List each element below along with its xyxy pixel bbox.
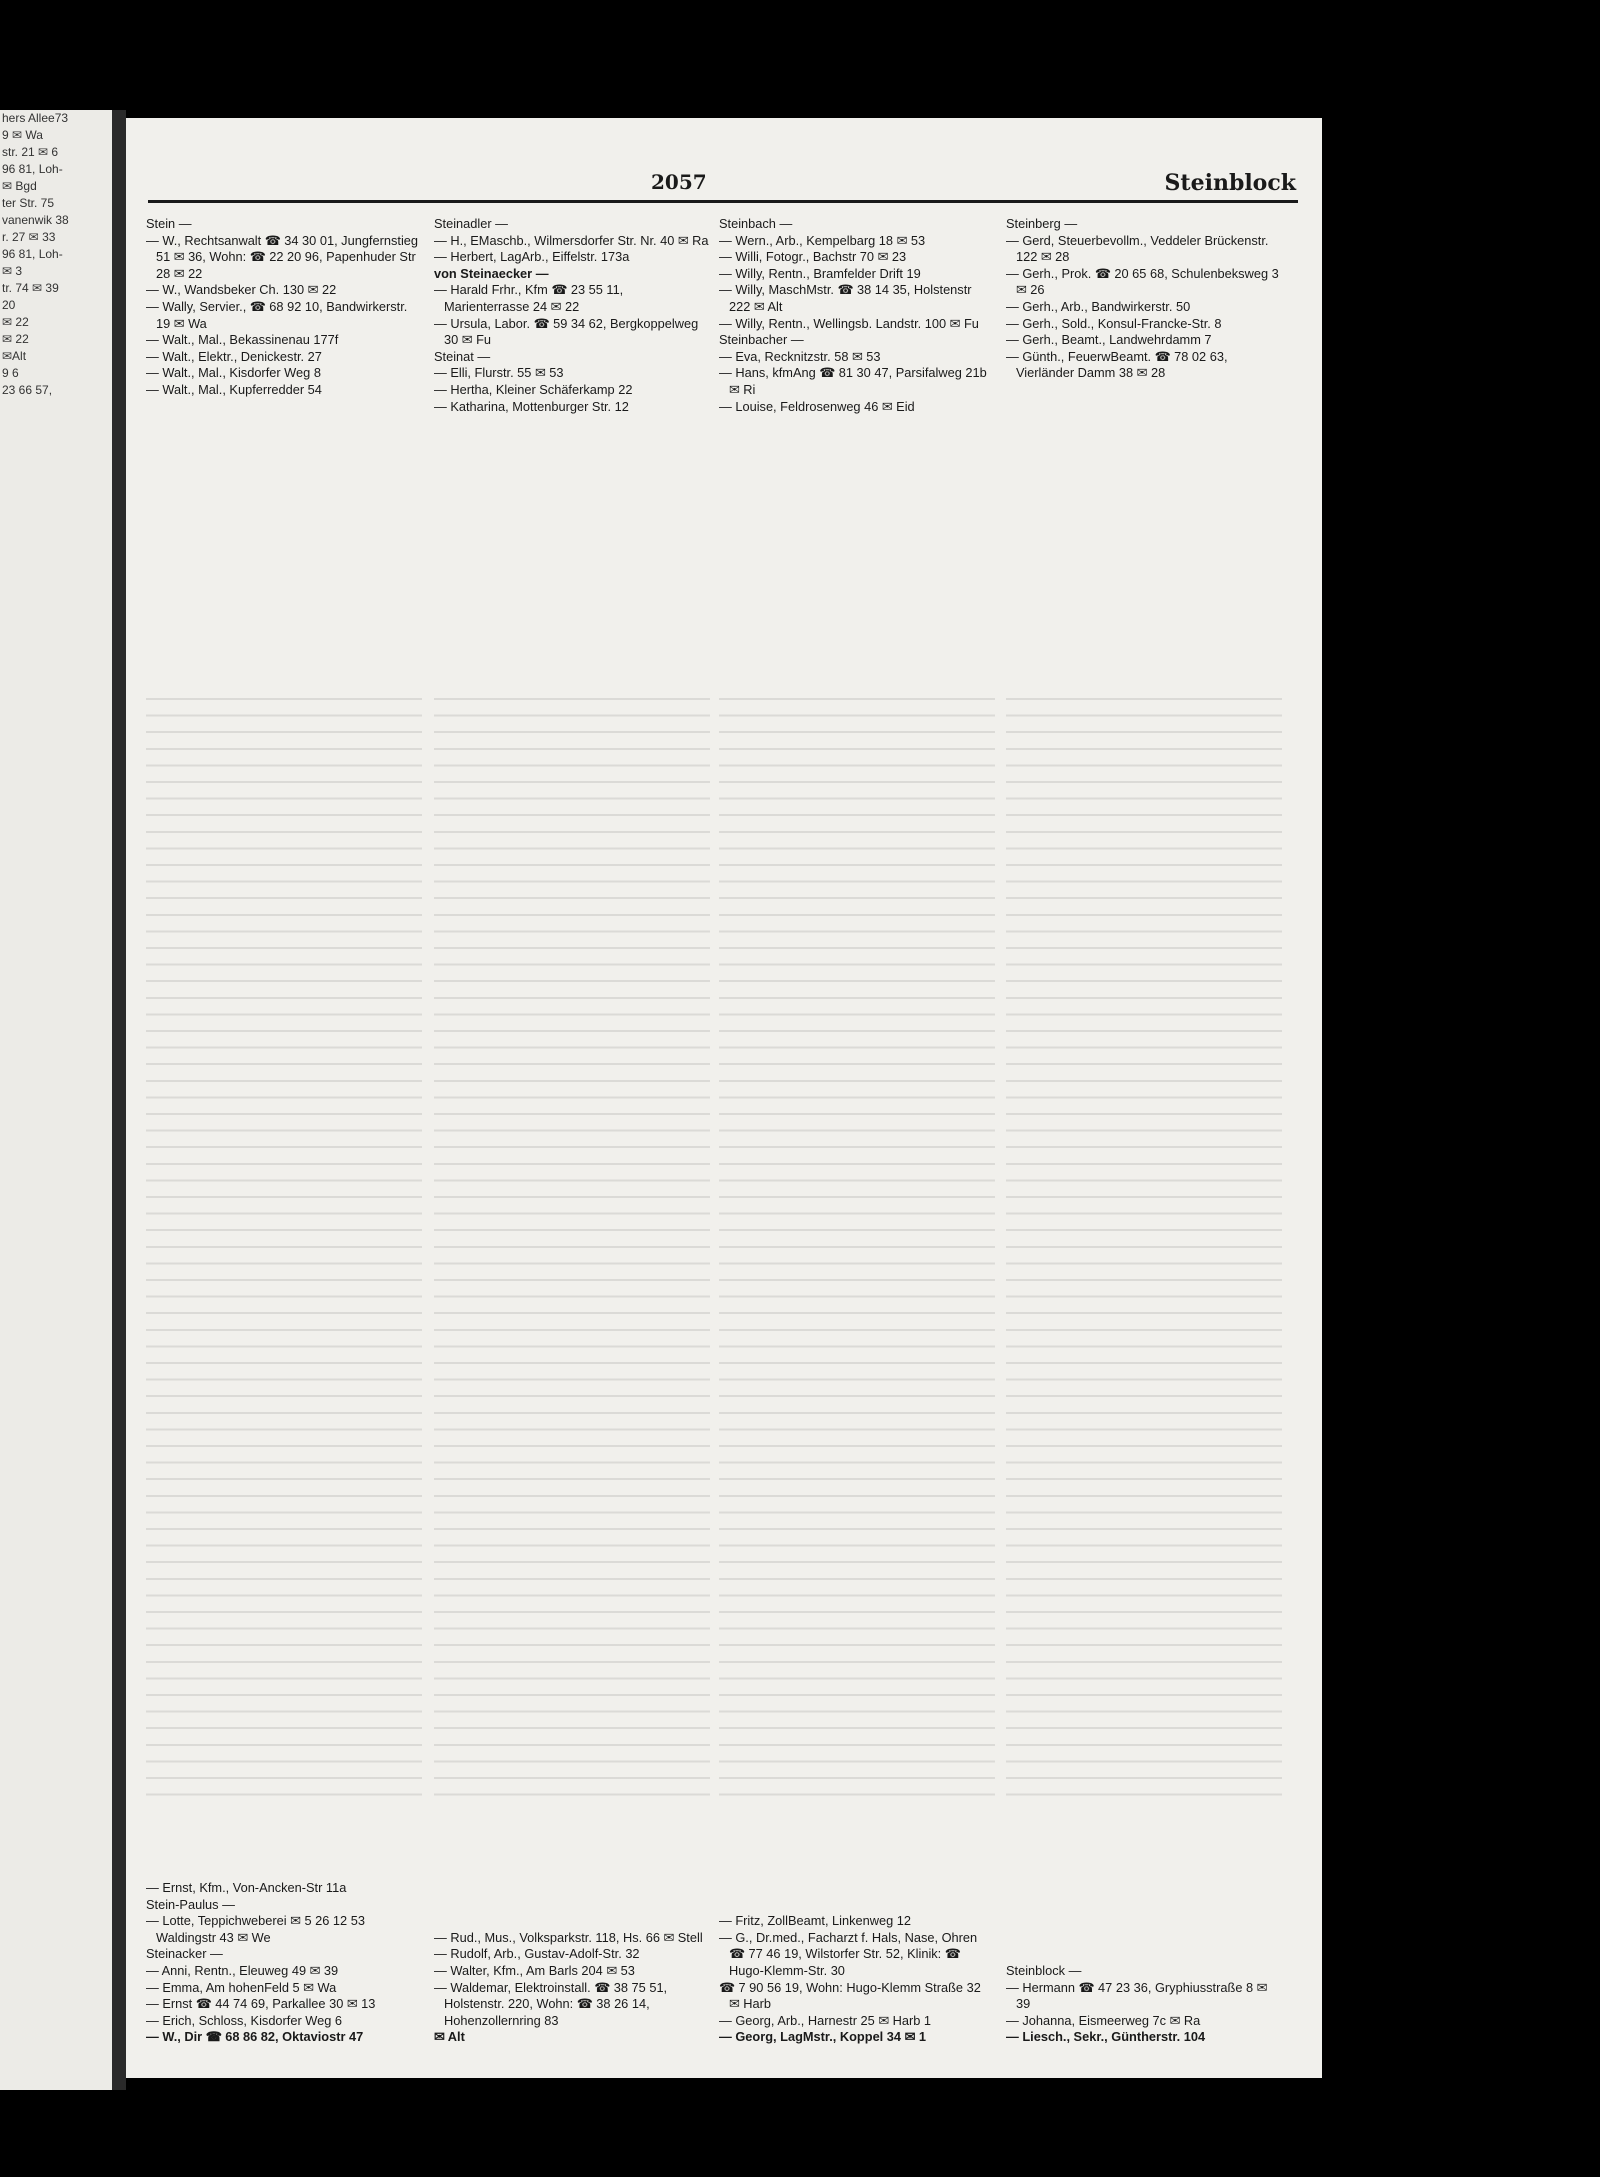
directory-entry: — Lotte, Teppichweberei ✉ 5 26 12 53 Waldingstr 43 ✉ We (146, 1913, 365, 1945)
dense-listing-block (146, 686, 422, 1796)
dense-listing-block (1006, 686, 1282, 1796)
directory-entry: — Ursula, Labor. ☎ 59 34 62, Bergkoppelweg 30 ✉ Fu (434, 315, 699, 348)
previous-page-line: vanenwik 38 (2, 213, 69, 227)
directory-entry: — Walter, Kfm., Am Barls 204 ✉ 53 (434, 1963, 635, 1979)
directory-entry: — Gerh., Sold., Konsul-Francke-Str. 8 (1006, 315, 1222, 331)
directory-entry: — Hans, kfmAng ☎ 81 30 47, Parsifalweg 21b ✉ Ri (719, 365, 987, 397)
directory-entry: — Willy, Rentn., Wellingsb. Landstr. 100 ✉ Fu (719, 315, 979, 331)
column-bottom-entries (146, 1880, 422, 2046)
directory-entry: — Georg, LagMstr., Koppel 34 ✉ 1 (719, 2029, 926, 2045)
directory-entry: — Gerh., Arb., Bandwirkerstr. 50 (1006, 298, 1191, 314)
directory-entry: — Elli, Flurstr. 55 ✉ 53 (434, 365, 564, 381)
directory-entry: von Steinaecker — (434, 265, 549, 281)
directory-entry: — G., Dr.med., Facharzt f. Hals, Nase, Ohren ☎ 77 46 19, Wilstorfer Str. 52, Klinik: ☎ Hugo-Klemm-Str. 30 (719, 1929, 978, 1979)
previous-page-line: tr. 74 ✉ 39 (2, 281, 59, 295)
previous-page-line: ter Str. 75 (2, 196, 55, 210)
directory-entry: — Willi, Fotogr., Bachstr 70 ✉ 23 (719, 249, 907, 265)
directory-entry: — Gerh., Prok. ☎ 20 65 68, Schulenbeksweg 3 ✉ 26 (1006, 265, 1279, 298)
column-bottom-entries (434, 1930, 710, 2046)
directory-entry: — Ernst, Kfm., Von-Ancken-Str 11a (146, 1880, 347, 1896)
directory-entry: — Harald Frhr., Kfm ☎ 23 55 11, Marienterrasse 24 ✉ 22 (434, 282, 624, 314)
directory-entry: — Willy, Rentn., Bramfelder Drift 19 (719, 265, 921, 281)
directory-entry: — W., Dir ☎ 68 86 82, Oktaviostr 47 (146, 2029, 364, 2045)
directory-entry: — Eva, Recknitzstr. 58 ✉ 53 (719, 348, 881, 364)
directory-entry: — Herbert, LagArb., Eiffelstr. 173a (434, 249, 630, 265)
directory-entry: — Waldemar, Elektroinstall. ☎ 38 75 51, Holstenstr. 220, Wohn: ☎ 38 26 14, Hohenzollernring 83 (434, 1979, 668, 2028)
directory-entry: — Gerh., Beamt., Landwehrdamm 7 (1006, 332, 1212, 348)
directory-entry: — Erich, Schloss, Kisdorfer Weg 6 (146, 2012, 343, 2028)
directory-entry: — Hermann ☎ 47 23 36, Gryphiusstraße 8 ✉ 39 (1006, 1979, 1268, 2012)
previous-page-line: 96 81, Loh- (2, 162, 63, 176)
column-bottom-entries (1006, 1963, 1282, 2046)
previous-page-line: ✉ 22 (2, 315, 29, 329)
running-head: Steinblock (1164, 170, 1296, 196)
directory-entry: — Walt., Mal., Kupferredder 54 (146, 381, 322, 397)
directory-entry: Stein-Paulus — (146, 1896, 235, 1912)
column-bottom-entries (719, 1913, 995, 2046)
scan-background (1322, 0, 1600, 2177)
directory-entry: ✉ Alt (434, 2029, 465, 2045)
directory-entry: Steinberg — (1006, 216, 1078, 231)
previous-page-line: ✉ Bgd (2, 179, 37, 193)
previous-page-line: ✉ 22 (2, 332, 29, 346)
directory-entry: — H., EMaschb., Wilmersdorfer Str. Nr. 40 ✉ Ra (434, 232, 709, 248)
directory-column (146, 216, 422, 2046)
directory-entry: Steinbach — (719, 216, 793, 231)
directory-entry: Steinat — (434, 348, 491, 364)
directory-entry: — Liesch., Sekr., Güntherstr. 104 (1006, 2029, 1206, 2045)
directory-entry: — Anni, Rentn., Eleuweg 49 ✉ 39 (146, 1963, 339, 1979)
directory-entry: Steinblock — (1006, 1963, 1082, 1979)
previous-page-line: 9 ✉ Wa (2, 128, 43, 142)
previous-page-edge (0, 110, 112, 2090)
directory-entry: — W., Rechtsanwalt ☎ 34 30 01, Jungfernstieg 51 ✉ 36, Wohn: ☎ 22 20 96, Papenhuder Str 28 ✉ 22 (146, 232, 419, 281)
directory-column (434, 216, 710, 2046)
directory-entry: — Hertha, Kleiner Schäferkamp 22 (434, 381, 633, 397)
previous-page-line: str. 21 ✉ 6 (2, 145, 59, 159)
directory-entry: — Fritz, ZollBeamt, Linkenweg 12 (719, 1913, 912, 1929)
directory-entry: — Walt., Elektr., Denickestr. 27 (146, 348, 322, 364)
previous-page-line: ✉Alt (2, 349, 27, 363)
directory-entry: — Georg, Arb., Harnestr 25 ✉ Harb 1 (719, 2012, 932, 2028)
page-number: 2057 (651, 170, 707, 194)
directory-entry: — Wern., Arb., Kempelbarg 18 ✉ 53 (719, 232, 926, 248)
directory-entry: Steinacker — (146, 1946, 223, 1962)
previous-page-line: 96 81, Loh- (2, 247, 63, 261)
directory-entry: — Willy, MaschMstr. ☎ 38 14 35, Holstenstr 222 ✉ Alt (719, 282, 972, 314)
directory-entry: — Rudolf, Arb., Gustav-Adolf-Str. 32 (434, 1946, 640, 1962)
directory-entry: Stein — (146, 216, 192, 231)
dense-listing-block (719, 686, 995, 1796)
directory-entry: — Wally, Servier., ☎ 68 92 10, Bandwirkerstr. 19 ✉ Wa (146, 298, 408, 331)
previous-page-line: ✉ 3 (2, 264, 23, 278)
directory-entry: — Emma, Am hohenFeld 5 ✉ Wa (146, 1979, 337, 1995)
previous-page-line: 9 6 (2, 366, 19, 380)
directory-entry: — Johanna, Eismeerweg 7c ✉ Ra (1006, 2012, 1201, 2028)
directory-column (719, 216, 995, 2046)
directory-entry: — Katharina, Mottenburger Str. 12 (434, 398, 629, 414)
directory-entry: — Rud., Mus., Volksparkstr. 118, Hs. 66 ✉ Stell (434, 1929, 703, 1945)
directory-entry: ☎ 7 90 56 19, Wohn: Hugo-Klemm Straße 32 ✉ Harb (719, 1979, 981, 2012)
previous-page-line: r. 27 ✉ 33 (2, 230, 56, 244)
book-gutter (112, 110, 126, 2090)
dense-listing-block (434, 686, 710, 1796)
directory-entry: Steinbacher — (719, 332, 804, 348)
directory-entry: — Walt., Mal., Kisdorfer Weg 8 (146, 365, 321, 381)
directory-entry: Steinadler — (434, 216, 508, 231)
previous-page-line: 20 (2, 298, 16, 312)
directory-entry: — Gerd, Steuerbevollm., Veddeler Brückenstr. 122 ✉ 28 (1006, 232, 1269, 265)
directory-column (1006, 216, 1282, 2046)
directory-entry: — Günth., FeuerwBeamt. ☎ 78 02 63, Vierländer Damm 38 ✉ 28 (1006, 348, 1228, 381)
directory-page (126, 118, 1322, 2078)
directory-entry: — W., Wandsbeker Ch. 130 ✉ 22 (146, 282, 337, 298)
directory-entry: — Walt., Mal., Bekassinenau 177f (146, 332, 339, 348)
previous-page-line: 23 66 57, (2, 383, 53, 397)
previous-page-line: hers Allee73 (2, 111, 69, 125)
directory-entry: — Louise, Feldrosenweg 46 ✉ Eid (719, 398, 915, 414)
header-rule (148, 200, 1298, 203)
directory-entry: — Ernst ☎ 44 74 69, Parkallee 30 ✉ 13 (146, 1996, 376, 2012)
